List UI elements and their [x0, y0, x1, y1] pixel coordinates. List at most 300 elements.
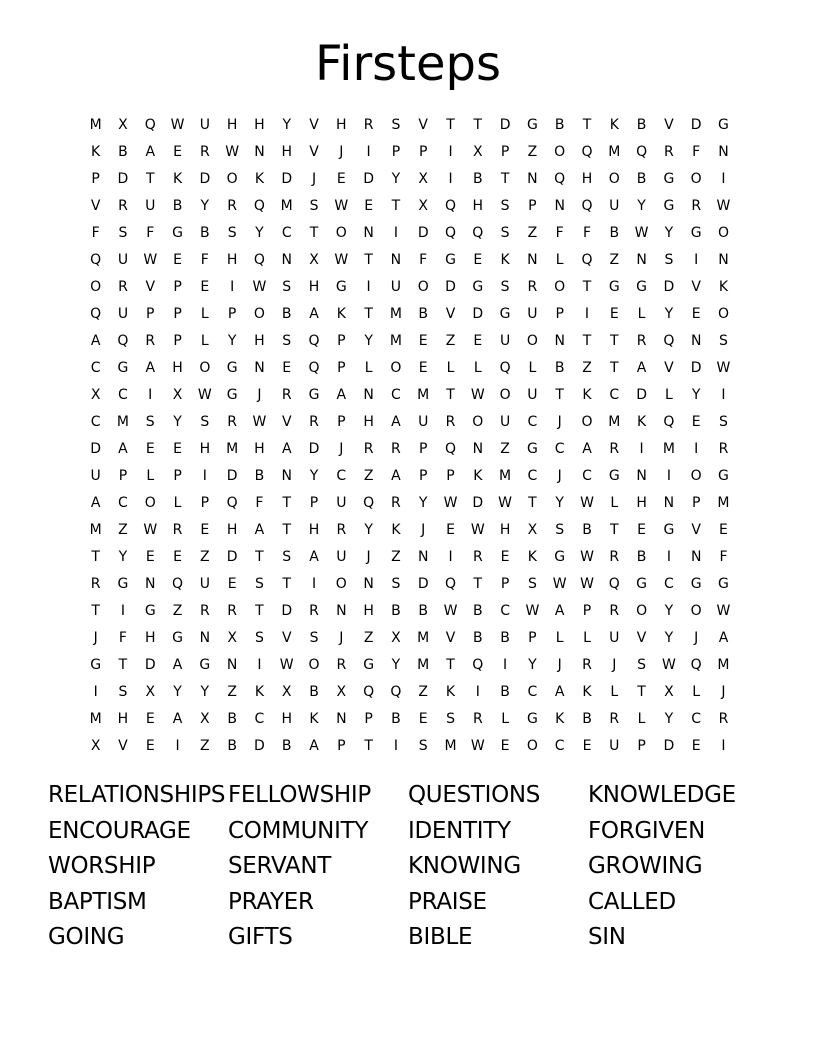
grid-letter: K [309, 711, 319, 727]
grid-letter: W [525, 603, 540, 619]
grid-letter: T [364, 738, 373, 754]
grid-letter: D [663, 738, 675, 754]
grid-letter: E [473, 333, 483, 349]
grid-letter: J [339, 630, 344, 646]
grid-letter: S [391, 117, 401, 133]
grid-letter: R [582, 657, 592, 673]
grid-letter: A [254, 522, 265, 538]
grid-letter: K [582, 387, 592, 403]
grid-letter: O [499, 387, 511, 403]
grid-letter: O [526, 738, 538, 754]
grid-letter: B [636, 171, 647, 187]
grid-letter: N [145, 576, 156, 592]
grid-letter: T [91, 549, 100, 565]
grid-letter: W [716, 360, 731, 376]
grid-letter: G [445, 252, 456, 268]
grid-letter: W [580, 495, 594, 511]
grid-row [82, 193, 742, 220]
grid-letter: A [636, 360, 647, 376]
grid-letter: S [664, 252, 674, 268]
grid-letter: B [473, 171, 483, 187]
grid-letter: L [610, 684, 619, 700]
grid-letter: B [227, 738, 237, 754]
grid-letter: L [555, 630, 564, 646]
grid-letter: G [472, 279, 484, 295]
grid-letter: A [90, 333, 101, 349]
grid-letter: U [609, 738, 620, 754]
grid-letter: Q [690, 657, 702, 673]
grid-letter: D [417, 576, 429, 592]
grid-letter: C [391, 387, 401, 403]
grid-letter: Z [445, 333, 456, 349]
grid-letter: K [555, 711, 565, 727]
grid-letter: B [554, 117, 565, 133]
grid-letter: G [172, 225, 183, 241]
grid-letter: K [172, 171, 183, 187]
grid-letter: C [663, 576, 674, 592]
grid-letter: Q [608, 576, 620, 592]
grid-letter: I [694, 252, 699, 268]
grid-letter: S [118, 684, 128, 700]
grid-letter: Z [527, 225, 538, 241]
grid-letter: Y [664, 225, 674, 241]
grid-letter: R [172, 522, 183, 538]
grid-letter: N [363, 225, 374, 241]
grid-letter: Y [282, 117, 291, 133]
grid-letter: W [716, 603, 731, 619]
grid-letter: B [418, 603, 429, 619]
grid-letter: P [200, 495, 210, 511]
grid-letter: X [145, 684, 156, 700]
grid-letter: D [363, 171, 374, 187]
grid-row [82, 706, 742, 733]
grid-letter: M [417, 657, 430, 673]
grid-letter: J [93, 630, 98, 646]
grid-letter: E [691, 414, 701, 430]
grid-letter: R [445, 414, 456, 430]
grid-letter: W [252, 279, 267, 295]
grid-letter: N [636, 468, 647, 484]
grid-letter: G [608, 468, 620, 484]
grid-letter: T [637, 684, 646, 700]
grid-letter: I [721, 171, 726, 187]
grid-letter: K [254, 171, 265, 187]
grid-letter: A [145, 144, 156, 160]
grid-letter: S [418, 738, 428, 754]
grid-letter: R [227, 414, 237, 430]
grid-letter: D [199, 171, 211, 187]
word-list-item: GIFTS [228, 924, 293, 951]
grid-letter: G [144, 603, 156, 619]
grid-letter: T [364, 252, 373, 268]
grid-letter: B [500, 684, 510, 700]
grid-letter: B [636, 117, 647, 133]
grid-letter: H [363, 603, 374, 619]
grid-letter: R [281, 387, 292, 403]
grid-letter: P [173, 468, 182, 484]
grid-letter: E [418, 711, 428, 727]
grid-letter: B [281, 306, 292, 322]
grid-letter: P [500, 144, 510, 160]
grid-letter: E [173, 441, 182, 457]
grid-letter: C [527, 684, 538, 700]
grid-letter: I [393, 738, 398, 754]
grid-letter: O [253, 306, 265, 322]
grid-letter: X [200, 711, 210, 727]
grid-letter: E [145, 441, 155, 457]
grid-letter: Q [554, 171, 566, 187]
word-list-item: COMMUNITY [228, 817, 369, 844]
grid-letter: Q [581, 144, 593, 160]
grid-letter: Y [200, 198, 210, 214]
grid-letter: Y [364, 333, 373, 349]
grid-letter: X [473, 144, 483, 160]
grid-letter: H [281, 144, 292, 160]
grid-letter: M [389, 333, 402, 349]
grid-letter: N [554, 333, 565, 349]
grid-letter: G [308, 387, 320, 403]
grid-letter: R [90, 576, 101, 592]
grid-letter: J [557, 414, 562, 430]
grid-letter: S [254, 576, 264, 592]
grid-letter: G [636, 279, 648, 295]
grid-letter: M [280, 198, 293, 214]
grid-letter: A [172, 711, 183, 727]
grid-letter: N [336, 711, 347, 727]
grid-letter: Y [555, 495, 564, 511]
grid-letter: R [227, 198, 237, 214]
grid-row [82, 112, 742, 139]
grid-letter: T [145, 171, 155, 187]
grid-letter: H [226, 252, 238, 268]
grid-letter: P [446, 468, 455, 484]
grid-letter: E [173, 252, 182, 268]
grid-letter: R [309, 603, 319, 619]
grid-letter: F [255, 495, 264, 511]
grid-letter: N [690, 549, 702, 565]
grid-letter: T [500, 171, 510, 187]
grid-letter: U [527, 387, 538, 403]
grid-letter: V [118, 738, 128, 754]
grid-letter: E [500, 738, 510, 754]
grid-letter: P [118, 468, 128, 484]
grid-row [82, 409, 742, 436]
grid-letter: H [226, 117, 238, 133]
grid-letter: S [309, 630, 319, 646]
word-list-item: SERVANT [228, 853, 332, 880]
grid-letter: P [337, 414, 346, 430]
grid-letter: G [526, 117, 538, 133]
grid-letter: M [89, 711, 102, 727]
grid-letter: B [554, 360, 565, 376]
grid-letter: M [389, 306, 402, 322]
grid-letter: R [609, 549, 620, 565]
grid-letter: B [582, 711, 592, 727]
grid-letter: A [582, 441, 592, 457]
grid-letter: X [664, 684, 674, 700]
grid-letter: H [117, 711, 129, 727]
grid-letter: I [584, 306, 590, 322]
grid-letter: E [173, 549, 182, 565]
grid-letter: J [339, 441, 344, 457]
grid-letter: S [555, 522, 565, 538]
grid-row [82, 139, 742, 166]
grid-letter: K [636, 414, 647, 430]
word-list [48, 778, 788, 956]
grid-letter: B [391, 711, 401, 727]
grid-letter: Y [664, 630, 674, 646]
grid-letter: T [555, 387, 564, 403]
grid-letter: Z [527, 144, 538, 160]
grid-letter: U [499, 333, 511, 349]
grid-letter: Q [663, 414, 675, 430]
grid-letter: W [580, 549, 594, 565]
grid-letter: J [721, 684, 726, 700]
grid-letter: R [609, 711, 620, 727]
grid-letter: P [391, 144, 401, 160]
grid-letter: P [418, 144, 428, 160]
grid-letter: Q [90, 306, 102, 322]
grid-letter: M [717, 495, 730, 511]
grid-letter: C [281, 225, 292, 241]
grid-letter: N [554, 198, 565, 214]
grid-letter: D [472, 495, 484, 511]
word-list-item: KNOWING [408, 853, 521, 880]
grid-letter: L [692, 684, 701, 700]
grid-letter: H [281, 711, 292, 727]
word-list-item: KNOWLEDGE [588, 782, 736, 808]
grid-letter: G [526, 441, 538, 457]
grid-letter: I [148, 387, 153, 403]
grid-letter: Q [117, 333, 129, 349]
grid-letter: Q [472, 657, 484, 673]
grid-letter: T [364, 306, 373, 322]
grid-letter: E [145, 738, 155, 754]
grid-letter: E [173, 144, 182, 160]
grid-letter: M [89, 522, 102, 538]
grid-letter: C [336, 468, 347, 484]
grid-letter: V [445, 630, 456, 646]
grid-letter: R [336, 657, 347, 673]
grid-letter: V [145, 279, 156, 295]
grid-letter: W [552, 576, 567, 592]
grid-letter: L [200, 333, 209, 349]
grid-letter: R [636, 333, 647, 349]
grid-letter: E [418, 333, 428, 349]
grid-letter: W [334, 252, 349, 268]
grid-letter: G [199, 657, 211, 673]
grid-letter: U [336, 549, 347, 565]
grid-letter: S [282, 549, 292, 565]
grid-letter: H [336, 117, 347, 133]
grid-letter: X [418, 198, 428, 214]
grid-letter: W [170, 117, 185, 133]
grid-letter: C [527, 468, 538, 484]
grid-letter: M [717, 657, 730, 673]
grid-letter: Y [200, 684, 210, 700]
grid-letter: A [554, 684, 565, 700]
grid-letter: V [445, 306, 456, 322]
word-list-item: FELLOWSHIP [228, 782, 371, 808]
grid-letter: Y [173, 414, 182, 430]
word-list-item: CALLED [588, 888, 676, 915]
grid-letter: Q [144, 117, 156, 133]
word-list-item: PRAISE [408, 888, 487, 915]
grid-letter: O [472, 414, 484, 430]
grid-letter: A [118, 441, 128, 457]
grid-letter: T [255, 603, 264, 619]
grid-letter: G [690, 576, 702, 592]
grid-letter: T [528, 495, 537, 511]
word-list-item: RELATIONSHIPS [48, 782, 226, 808]
grid-letter: F [692, 144, 701, 160]
grid-letter: O [335, 576, 347, 592]
grid-letter: P [528, 198, 537, 214]
grid-letter: Z [609, 252, 620, 268]
grid-letter: Q [581, 252, 593, 268]
grid-letter: S [391, 576, 401, 592]
grid-letter: H [308, 522, 320, 538]
grid-letter: I [202, 468, 207, 484]
grid-letter: O [636, 603, 648, 619]
grid-letter: N [363, 387, 374, 403]
grid-letter: P [227, 306, 237, 322]
grid-letter: Y [364, 522, 373, 538]
grid-letter: D [281, 171, 293, 187]
grid-letter: L [555, 252, 564, 268]
grid-row [82, 301, 742, 328]
grid-letter: I [366, 144, 371, 160]
grid-letter: L [146, 468, 155, 484]
grid-letter: Q [636, 144, 648, 160]
grid-letter: A [554, 603, 565, 619]
grid-letter: N [527, 252, 538, 268]
grid-letter: B [582, 522, 592, 538]
grid-letter: U [199, 117, 210, 133]
grid-row [82, 652, 742, 679]
grid-letter: S [227, 225, 237, 241]
grid-letter: B [473, 630, 483, 646]
grid-row [82, 733, 742, 760]
grid-letter: I [448, 171, 453, 187]
grid-letter: V [309, 144, 319, 160]
grid-letter: O [554, 279, 566, 295]
grid-letter: G [718, 576, 729, 592]
grid-letter: W [443, 495, 458, 511]
grid-letter: Y [391, 171, 401, 187]
grid-letter: H [254, 117, 265, 133]
grid-letter: P [173, 306, 182, 322]
grid-letter: U [609, 198, 620, 214]
grid-letter: G [499, 306, 511, 322]
grid-letter: U [527, 306, 538, 322]
grid-letter: J [694, 630, 699, 646]
grid-letter: Y [418, 495, 428, 511]
grid-letter: Q [499, 360, 511, 376]
grid-row [82, 625, 742, 652]
grid-letter: K [473, 468, 483, 484]
grid-letter: Q [444, 441, 457, 457]
grid-letter: S [446, 711, 455, 727]
grid-letter: N [336, 603, 347, 619]
grid-letter: R [718, 711, 729, 727]
grid-letter: L [364, 360, 373, 376]
grid-letter: K [609, 117, 619, 133]
grid-letter: E [582, 738, 592, 754]
grid-letter: P [418, 468, 428, 484]
grid-letter: Z [391, 549, 401, 565]
grid-letter: R [609, 603, 620, 619]
grid-letter: R [227, 603, 237, 619]
grid-letter: D [417, 225, 429, 241]
grid-letter: Y [664, 306, 674, 322]
grid-letter: Y [227, 333, 237, 349]
grid-letter: G [554, 549, 566, 565]
grid-letter: C [500, 603, 510, 619]
grid-letter: T [610, 360, 619, 376]
grid-letter: G [117, 360, 129, 376]
grid-letter: L [473, 360, 482, 376]
grid-letter: C [582, 468, 592, 484]
grid-letter: P [691, 495, 701, 511]
grid-letter: M [226, 441, 239, 457]
word-list-item: FORGIVEN [588, 817, 705, 844]
grid-letter: B [636, 549, 647, 565]
grid-letter: G [663, 198, 675, 214]
grid-letter: M [444, 738, 457, 754]
grid-letter: A [309, 549, 319, 565]
grid-letter: K [336, 306, 346, 322]
grid-letter: B [227, 711, 237, 727]
grid-letter: T [282, 576, 291, 592]
grid-row [82, 274, 742, 301]
grid-letter: T [118, 657, 128, 673]
grid-letter: K [445, 684, 456, 700]
grid-letter: Y [664, 603, 674, 619]
grid-letter: C [118, 387, 128, 403]
grid-letter: G [363, 657, 375, 673]
grid-letter: K [91, 144, 101, 160]
grid-letter: Q [663, 333, 675, 349]
grid-letter: K [391, 522, 401, 538]
grid-letter: F [719, 549, 728, 565]
grid-letter: N [718, 252, 729, 268]
grid-letter: J [557, 468, 562, 484]
grid-letter: C [90, 414, 101, 430]
grid-letter: Q [472, 225, 484, 241]
grid-letter: R [336, 522, 347, 538]
word-list-item: ENCOURAGE [48, 817, 191, 844]
word-list-item: PRAYER [228, 888, 314, 915]
grid-letter: Z [582, 360, 592, 376]
grid-letter: P [582, 603, 592, 619]
grid-letter: Y [391, 657, 401, 673]
grid-letter: H [172, 360, 183, 376]
grid-letter: S [254, 630, 264, 646]
grid-letter: T [446, 117, 455, 133]
grid-letter: U [199, 576, 210, 592]
grid-letter: S [309, 198, 319, 214]
grid-letter: I [257, 657, 262, 673]
grid-letter: T [582, 279, 592, 295]
grid-letter: M [608, 144, 621, 160]
grid-letter: S [282, 333, 292, 349]
grid-letter: Q [581, 198, 593, 214]
grid-letter: N [390, 252, 402, 268]
grid-row [82, 598, 742, 625]
grid-letter: B [418, 306, 429, 322]
grid-letter: R [199, 603, 210, 619]
